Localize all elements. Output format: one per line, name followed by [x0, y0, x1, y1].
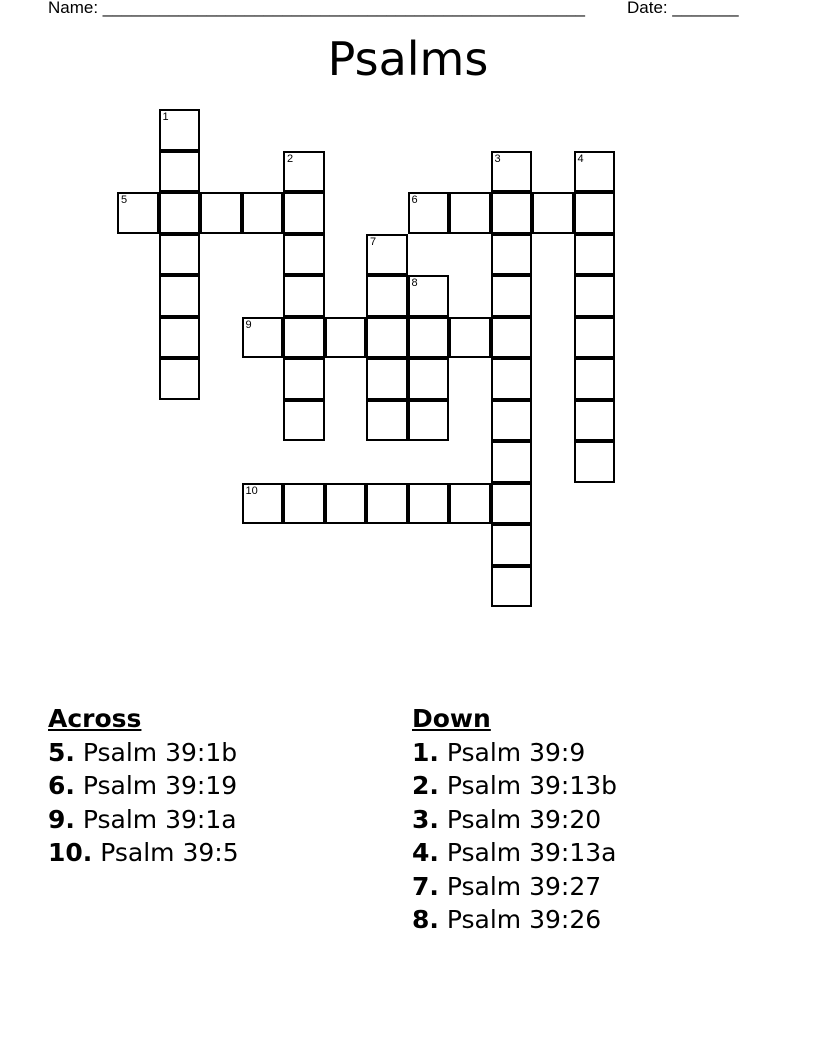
crossword-cell[interactable]	[574, 400, 616, 442]
crossword-cell[interactable]	[159, 151, 201, 193]
across-clue	[48, 736, 239, 770]
crossword-cell[interactable]	[491, 192, 533, 234]
crossword-cell[interactable]	[532, 192, 574, 234]
clue-text: Psalm 39:13b	[446, 771, 618, 800]
down-clue-list	[412, 736, 617, 937]
clue-number: 2	[287, 152, 294, 165]
crossword-cell[interactable]	[491, 483, 533, 525]
crossword-cell[interactable]	[242, 317, 284, 359]
crossword-cell[interactable]	[491, 234, 533, 276]
down-clue	[412, 836, 617, 870]
crossword-cell[interactable]	[408, 192, 450, 234]
across-clue	[48, 836, 239, 870]
crossword-cell[interactable]	[242, 483, 284, 525]
crossword-cell[interactable]	[491, 524, 533, 566]
crossword-cell[interactable]	[283, 151, 325, 193]
crossword-cell[interactable]	[491, 400, 533, 442]
crossword-cell[interactable]	[159, 234, 201, 276]
crossword-cell[interactable]	[491, 566, 533, 608]
clue-text: Psalm 39:9	[446, 737, 586, 767]
clue-text: Psalm 39:20	[446, 804, 602, 834]
crossword-cell[interactable]	[159, 275, 201, 317]
crossword-cell[interactable]	[200, 192, 242, 234]
clue-number: 7.	[412, 871, 439, 901]
clue-text: Psalm 39:1a	[82, 804, 237, 834]
crossword-cell[interactable]	[408, 483, 450, 525]
crossword-cell[interactable]	[574, 151, 616, 193]
clue-number: 1.	[412, 737, 439, 767]
crossword-cell[interactable]	[117, 192, 159, 234]
clue-number: 1	[162, 111, 169, 123]
crossword-cell[interactable]	[242, 192, 284, 234]
down-heading: Down	[412, 704, 491, 733]
clue-text: Psalm 39:26	[446, 905, 602, 934]
crossword-cell[interactable]	[366, 400, 408, 442]
clue-number: 10.	[48, 838, 93, 867]
crossword-cell[interactable]	[491, 151, 533, 193]
clue-number: 9.	[48, 804, 75, 834]
crossword-cell[interactable]	[408, 275, 450, 317]
clue-number: 3	[494, 152, 501, 165]
crossword-cell[interactable]	[449, 317, 491, 359]
clue-number: 10	[245, 484, 258, 497]
crossword-cell[interactable]	[283, 234, 325, 276]
down-clue	[412, 736, 617, 770]
clue-number: 9	[245, 318, 252, 331]
crossword-cell[interactable]	[408, 358, 450, 400]
clue-number: 4.	[412, 838, 439, 867]
clue-number: 3.	[412, 804, 439, 834]
down-clues	[412, 702, 617, 937]
crossword-cell[interactable]	[574, 317, 616, 359]
crossword-cell[interactable]	[366, 275, 408, 317]
across-clue	[48, 803, 239, 837]
crossword-cell[interactable]	[325, 317, 367, 359]
crossword-cell[interactable]	[283, 192, 325, 234]
page-title: Psalms	[327, 32, 489, 86]
crossword-cell[interactable]	[283, 358, 325, 400]
clue-number: 7	[370, 235, 377, 248]
crossword-cell[interactable]	[491, 317, 533, 359]
crossword-cell[interactable]	[283, 400, 325, 442]
name-field-label: Name: ___________________________________________________	[48, 0, 585, 17]
crossword-cell[interactable]	[449, 483, 491, 525]
clue-number: 4	[577, 152, 584, 165]
down-clue	[412, 870, 617, 904]
crossword-cell[interactable]	[283, 317, 325, 359]
crossword-cell[interactable]	[325, 483, 367, 525]
crossword-cell[interactable]	[159, 358, 201, 400]
crossword-cell[interactable]	[491, 358, 533, 400]
crossword-cell[interactable]	[366, 317, 408, 359]
crossword-cell[interactable]	[159, 317, 201, 359]
clue-text: Psalm 39:1b	[82, 737, 238, 767]
crossword-cell[interactable]	[449, 192, 491, 234]
clue-text: Psalm 39:27	[446, 871, 602, 901]
crossword-cell[interactable]	[159, 109, 201, 151]
clue-number: 8.	[412, 905, 439, 934]
clue-number: 6	[411, 194, 418, 206]
crossword-cell[interactable]	[574, 441, 616, 483]
across-heading: Across	[48, 704, 142, 733]
crossword-cell[interactable]	[574, 234, 616, 276]
crossword-cell[interactable]	[366, 358, 408, 400]
across-clues	[48, 702, 239, 870]
crossword-cell[interactable]	[574, 275, 616, 317]
crossword-cell[interactable]	[283, 483, 325, 525]
clue-number: 2.	[412, 771, 439, 800]
clue-number: 6.	[48, 771, 75, 800]
crossword-cell[interactable]	[408, 317, 450, 359]
down-clue	[412, 903, 617, 937]
clue-number: 8	[411, 277, 418, 289]
clue-text: Psalm 39:5	[100, 838, 239, 867]
across-clue-list	[48, 736, 239, 870]
date-field-label: Date: _______	[627, 0, 739, 17]
crossword-cell[interactable]	[283, 275, 325, 317]
clue-text: Psalm 39:19	[82, 771, 238, 800]
crossword-cell[interactable]	[491, 275, 533, 317]
down-clue	[412, 803, 617, 837]
clue-number: 5.	[48, 737, 75, 767]
crossword-cell[interactable]	[366, 483, 408, 525]
crossword-cell[interactable]	[574, 358, 616, 400]
across-clue	[48, 769, 239, 803]
clue-number: 5	[121, 194, 128, 206]
crossword-cell[interactable]	[491, 441, 533, 483]
crossword-cell[interactable]	[366, 234, 408, 276]
crossword-cell[interactable]	[408, 400, 450, 442]
clue-text: Psalm 39:13a	[446, 838, 617, 867]
down-clue	[412, 769, 617, 803]
crossword-cell[interactable]	[574, 192, 616, 234]
crossword-cell[interactable]	[159, 192, 201, 234]
